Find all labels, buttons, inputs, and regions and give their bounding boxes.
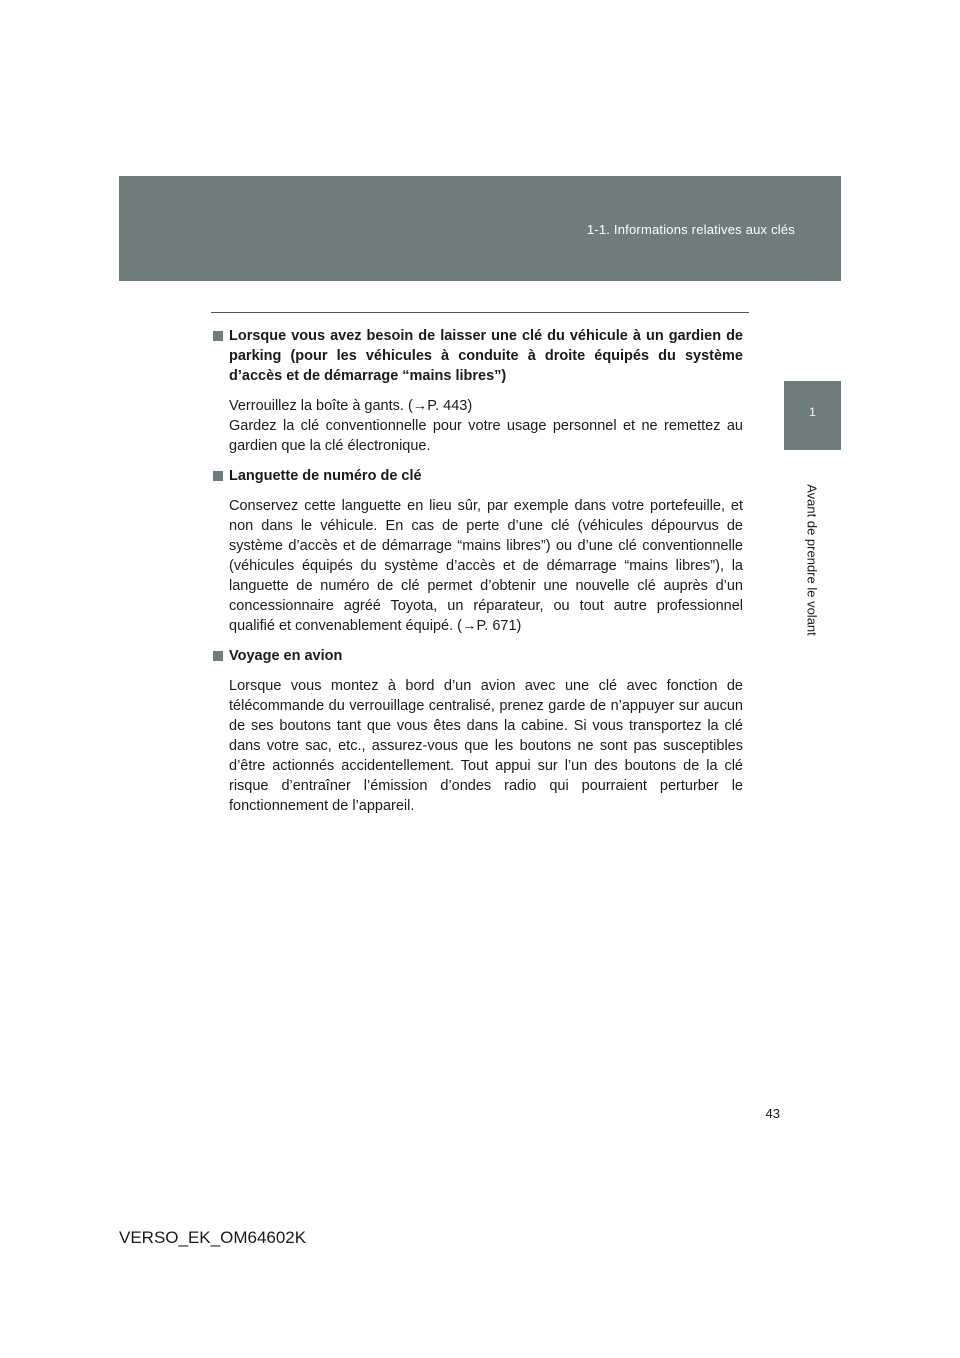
document-code: VERSO_EK_OM64602K	[119, 1228, 307, 1247]
section-heading	[213, 326, 743, 386]
page-number: 43	[765, 1106, 780, 1121]
header-band	[119, 176, 841, 281]
heading-text: Lorsque vous avez besoin de laisser une clé du véhicule à un gardien de parking (pour les véhicules à conduite à droite équipés du système d’accès et de démarrage “mains libres”)	[229, 328, 743, 384]
content	[213, 326, 743, 816]
heading-text: Voyage en avion	[229, 648, 343, 664]
square-bullet-icon	[213, 651, 223, 661]
chapter-number: 1	[809, 405, 816, 419]
square-bullet-icon	[213, 471, 223, 481]
paragraph: Verrouillez la boîte à gants. (→P. 443)	[229, 398, 473, 414]
section-heading	[213, 466, 743, 486]
paragraph: Conservez cette languette en lieu sûr, par exemple dans votre portefeuille, et non dans le véhicule. En cas de perte d’une clé (véhicules dépourvus de système d’accès et de démarrage “mains libres”) ou d’une clé conventionnelle (véhicules équipés du système d’accès et de démarrage “mains libres”), la languette de numéro de clé permet d’obtenir une nouvelle clé auprès d’un concessionnaire agréé Toyota, un réparateur, ou tout autre professionnel qualifié et convenablement équipé. (→P. 671)	[229, 498, 743, 634]
square-bullet-icon	[213, 331, 223, 341]
section-air-travel	[213, 646, 743, 816]
chapter-label: Avant de prendre le volant	[804, 484, 820, 636]
paragraph: Gardez la clé conventionnelle pour votre usage personnel et ne remettez au gardien que la clé électronique.	[229, 418, 743, 454]
heading-text: Languette de numéro de clé	[229, 468, 422, 484]
chapter-tab	[784, 381, 841, 450]
section-heading	[213, 646, 743, 666]
top-divider	[211, 312, 749, 313]
section-key-number-plate	[213, 466, 743, 636]
paragraph: Lorsque vous montez à bord d’un avion avec une clé avec fonction de télécommande du verrouillage centralisé, prenez garde de n’appuyer sur aucun de ses boutons tant que vous êtes dans la cabine. Si vous transportez la clé dans votre sac, etc., assurez-vous que les boutons ne sont pas susceptibles d’être actionnés accidentellement. Tout appui sur l’un des boutons de la clé risque d’entraîner l’émission d’ondes radio qui pourraient perturber le fonctionnement de l’appareil.	[229, 678, 743, 814]
section-valet	[213, 326, 743, 456]
section-title: 1-1. Informations relatives aux clés	[586, 222, 795, 237]
